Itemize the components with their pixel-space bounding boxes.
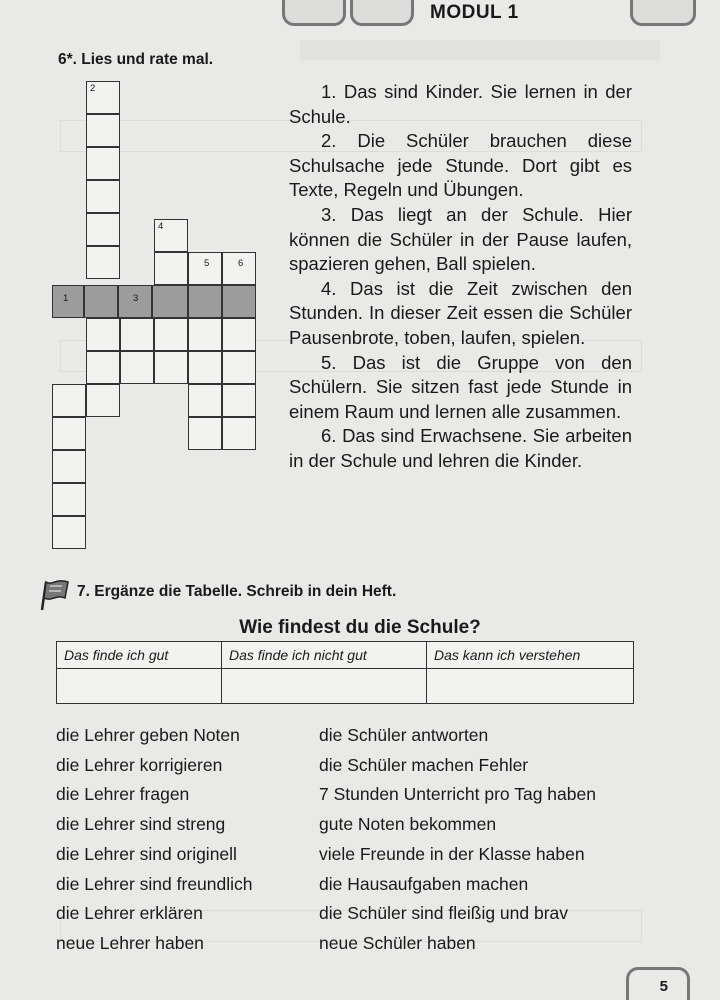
exercise-6-title: 6*. Lies und rate mal. [58,51,214,68]
crossword-cell [86,384,120,417]
crossword-cell [222,417,256,450]
list-item: die Lehrer geben Noten [56,725,240,745]
list-item: viele Freunde in der Klasse haben [319,843,585,864]
flag-icon [38,578,72,612]
crossword-cell [120,318,154,351]
crossword-cell [222,384,256,417]
clue-4: 4. Das ist die Zeit zwischen den Stunden. In dieser Zeit essen die Schüler Pausenbrote, toben, laufen, spielen. [289,277,632,348]
table-cell-empty [427,669,634,704]
crossword-number-1: 1 [63,293,69,304]
opinion-table [56,641,634,704]
crossword-cell [52,483,86,516]
page-number: 5 [659,978,668,995]
crossword-cell-answer-1 [52,285,84,318]
crossword-cell-answer-1 [84,285,118,318]
list-item: die Lehrer korrigieren [56,754,223,775]
crossword-cell [188,318,222,351]
clue-6: 6. Das sind Erwachsene. Sie arbeiten in der Schule und lehren die Kinder. [289,425,632,471]
clue-3: 3. Das liegt an der Schule. Hier können die Schüler in der Pause laufen, spazieren gehen, Ball spielen. [289,203,632,275]
crossword-cell [86,318,120,351]
clue-1: 1. Das sind Kinder. Sie lernen in der Schule. [289,81,632,127]
crossword-clues [289,80,632,474]
table-header-understand: Das kann ich verstehen [427,642,634,669]
left-phrase-list [56,721,253,959]
list-item: gute Noten bekommen [319,814,497,835]
list-item: die Lehrer sind streng [56,814,226,835]
crossword-cell [120,351,154,384]
crossword-cell-answer-1 [118,285,152,318]
clue-2: 2. Die Schüler brauchen diese Schulsache jede Stunde. Dort gibt es Texte, Regeln und Übungen. [289,130,632,201]
crossword-cell [86,180,120,213]
list-item: neue Schüler haben [319,932,476,953]
crossword-cell [52,384,86,417]
exercise-7-title: 7. Ergänze die Tabelle. Schreib in dein Heft. [77,583,397,600]
header-tab-decoration-2 [350,0,414,26]
list-item: 7 Stunden Unterricht pro Tag haben [319,784,596,805]
crossword-cell [86,351,120,384]
crossword-cell [222,252,256,285]
crossword-cell [222,351,256,384]
list-item: die Hausaufgaben machen [319,873,529,894]
list-item: die Lehrer erklären [56,903,203,924]
table-header-not-good: Das finde ich nicht gut [222,642,427,669]
right-phrase-list [319,721,596,959]
list-item: die Lehrer fragen [56,784,190,805]
crossword-cell [52,450,86,483]
crossword-number-3: 3 [133,293,139,304]
crossword-cell [52,417,86,450]
clue-5: 5. Das ist die Gruppe von den Schülern. Sie sitzen fast jede Stunde in einem Raum und lernen alle zusammen. [289,351,632,422]
table-subtitle: Wie findest du die Schule? [239,617,481,638]
crossword-cell [154,219,188,252]
table-cell-empty [57,669,222,704]
crossword-cell [188,384,222,417]
crossword-number-4: 4 [158,221,164,232]
page-number-tab [626,967,690,1000]
list-item: die Schüler machen Fehler [319,754,529,775]
crossword-cell [154,318,188,351]
crossword-cell [222,318,256,351]
modul-label: MODUL 1 [430,2,519,23]
crossword-cell [86,213,120,246]
list-item: die Schüler antworten [319,725,489,745]
crossword-cell-answer-1 [222,285,256,318]
crossword-cell-answer-1 [188,285,222,318]
crossword-cell-answer-1 [152,285,188,318]
crossword-cell [188,417,222,450]
crossword-cell [86,114,120,147]
crossword-cell [154,351,188,384]
list-item: neue Lehrer haben [56,932,204,953]
crossword-cell [154,252,188,285]
table-header-good: Das finde ich gut [57,642,222,669]
crossword-number-5: 5 [204,258,210,269]
crossword-cell [86,147,120,180]
list-item: die Lehrer sind freundlich [56,873,253,894]
list-item: die Schüler sind fleißig und brav [319,903,569,924]
crossword-number-2: 2 [90,83,96,94]
crossword-number-6: 6 [238,258,244,269]
crossword-cell [86,81,120,114]
crossword-cell [188,252,222,285]
crossword-cell [188,351,222,384]
list-item: die Lehrer sind originell [56,843,237,864]
header-tab-decoration-3 [630,0,696,26]
table-cell-empty [222,669,427,704]
crossword-cell [86,246,120,279]
crossword-cell [52,516,86,549]
header-tab-decoration-1 [282,0,346,26]
